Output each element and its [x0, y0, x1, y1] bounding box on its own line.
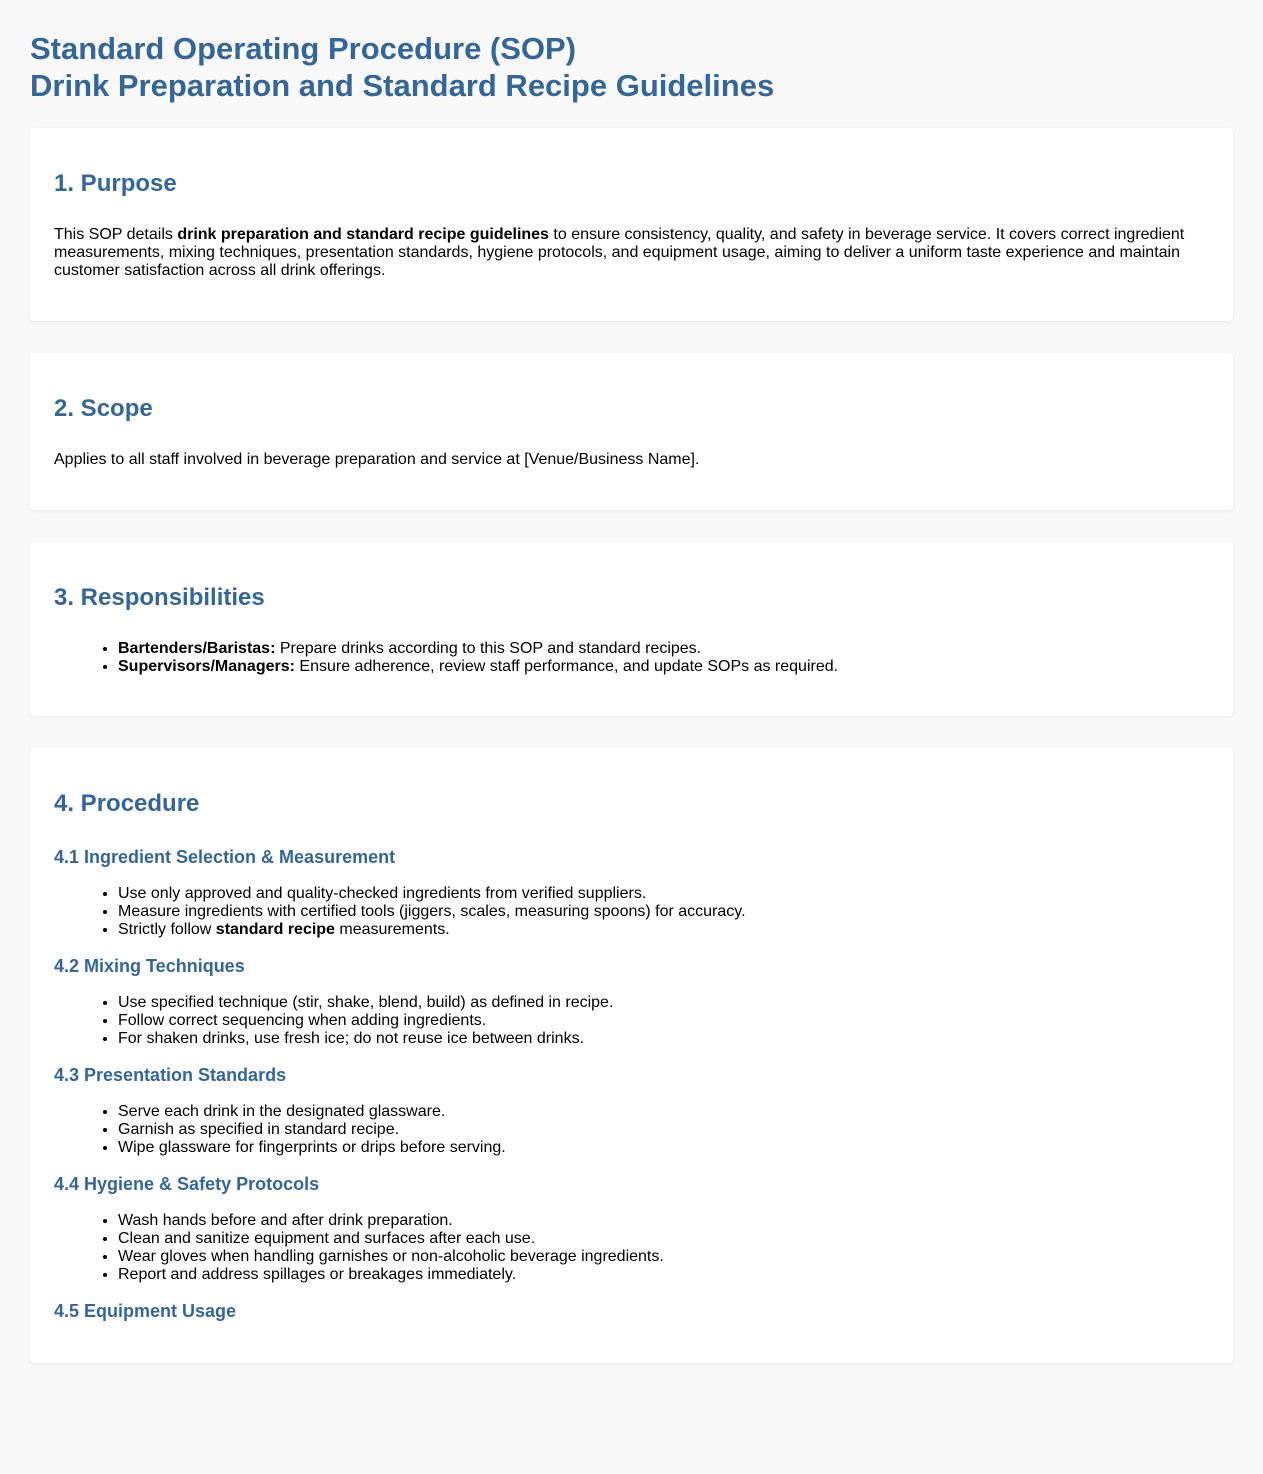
- title-line-2: Drink Preparation and Standard Recipe Guidelines: [30, 68, 775, 103]
- list-item: • Clean and sanitize equipment and surfaces after each use.: [118, 1230, 1209, 1248]
- list-item: • Use specified technique (stir, shake, blend, build) as defined in recipe.: [118, 994, 1209, 1012]
- equipment-usage-heading: 4.5 Equipment Usage: [54, 1301, 237, 1321]
- list-item: • Serve each drink in the designated glassware.: [118, 1103, 1209, 1121]
- role-label: Bartenders/Baristas:: [118, 640, 276, 657]
- list-item: [118, 921, 1209, 939]
- role-label: Supervisors/Managers:: [118, 658, 295, 675]
- purpose-heading: 1. Purpose: [54, 170, 177, 197]
- hygiene-safety-heading: 4.4 Hygiene & Safety Protocols: [54, 1174, 320, 1194]
- item-text-post: measurements.: [334, 921, 450, 938]
- item-text-bold: standard recipe: [215, 921, 335, 938]
- list-item: [118, 640, 1209, 658]
- list-item: • Follow correct sequencing when adding ingredients.: [118, 1012, 1209, 1030]
- purpose-text-post: to ensure consistency, quality, and safety in beverage service. It covers correct ingredient measurements, mixing techniques, presentation standards, hygiene protocols, and equipment usage, aiming to deliver a uniform taste experience and maintain customer satisfaction across all drink offerings.: [54, 226, 1185, 279]
- scope-section: [30, 353, 1233, 510]
- presentation-standards-list: [54, 1103, 1209, 1157]
- responsibilities-section: [30, 542, 1233, 716]
- list-item: • Use only approved and quality-checked ingredients from verified suppliers.: [118, 885, 1209, 903]
- purpose-text-pre: This SOP details: [54, 226, 178, 243]
- page-title: [30, 30, 1233, 104]
- hygiene-safety-list: [54, 1212, 1209, 1284]
- purpose-text-bold: drink preparation and standard recipe guidelines: [177, 226, 549, 243]
- procedure-section: [30, 748, 1233, 1363]
- presentation-standards-heading: 4.3 Presentation Standards: [54, 1065, 287, 1085]
- list-item: • Wash hands before and after drink preparation.: [118, 1212, 1209, 1230]
- ingredient-selection-list: [54, 885, 1209, 939]
- mixing-techniques-list: [54, 994, 1209, 1048]
- list-item: • Measure ingredients with certified tools (jiggers, scales, measuring spoons) for accuracy.: [118, 903, 1209, 921]
- mixing-techniques-heading: 4.2 Mixing Techniques: [54, 956, 245, 976]
- list-item: • Report and address spillages or breakages immediately.: [118, 1266, 1209, 1284]
- list-item: • For shaken drinks, use fresh ice; do not reuse ice between drinks.: [118, 1030, 1209, 1048]
- list-item: • Garnish as specified in standard recipe.: [118, 1121, 1209, 1139]
- responsibilities-list: [54, 640, 1209, 676]
- role-text: Ensure adherence, review staff performance, and update SOPs as required.: [294, 658, 839, 675]
- title-line-1: Standard Operating Procedure (SOP): [30, 31, 577, 66]
- role-text: Prepare drinks according to this SOP and standard recipes.: [275, 640, 702, 657]
- item-text-pre: Strictly follow: [118, 921, 216, 938]
- procedure-heading: 4. Procedure: [54, 790, 200, 817]
- scope-text: Applies to all staff involved in beverage preparation and service at [Venue/Business Name].: [54, 451, 700, 468]
- scope-heading: 2. Scope: [54, 395, 153, 422]
- purpose-text: [54, 226, 1209, 280]
- list-item: • Wear gloves when handling garnishes or non-alcoholic beverage ingredients.: [118, 1248, 1209, 1266]
- list-item: [118, 658, 1209, 676]
- ingredient-selection-heading: 4.1 Ingredient Selection & Measurement: [54, 847, 396, 867]
- list-item: • Wipe glassware for fingerprints or drips before serving.: [118, 1139, 1209, 1157]
- purpose-section: [30, 128, 1233, 321]
- responsibilities-heading: 3. Responsibilities: [54, 584, 265, 611]
